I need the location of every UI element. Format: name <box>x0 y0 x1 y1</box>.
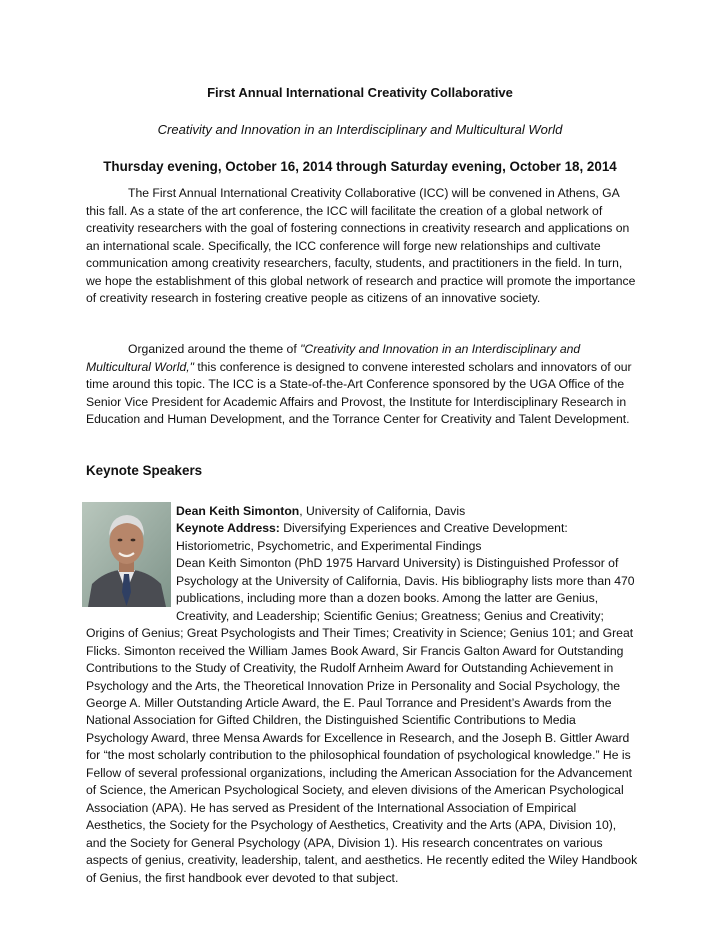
speaker-biography: Dean Keith Simonton (PhD 1975 Harvard University) is Distinguished Professor of Psychology at the University of California, Davis. His bibliography lists more than 470 publications, including more than a dozen books. Among the latter are Genius, Creativity, and Leadership; Scientific Genius; Greatness; Genius and Creativity; Origins of Genius; Great Psychologists and Their Times; Creativity in Science; Genius 101; and Great Flicks. Simonton received the William James Book Award, Sir Francis Galton Award for Outstanding Contributions to the Study of Creativity, the Rudolf Arnheim Award for Outstanding Achievement in Psychology and the Arts, the Theoretical Innovation Prize in Personality and Social Psychology, the George A. Miller Outstanding Article Award, the E. Paul Torrance and President’s Awards from the National Association for Gifted Children, the Distinguished Scientific Contributions to Media Psychology Award, three Mensa Awards for Excellence in Research, and the Joseph B. Gittler Award for “the most scholarly contribution to the philosophical foundation of psychological knowledge.” He is Fellow of several professional organizations, including the American Association for the Advancement of Science, the American Psychological Society, and eleven divisions of the American Psychological Association (APA). He has served as President of the International Association of Empirical Aesthetics, the Society for the Psychology of Aesthetics, Creativity and the Arts (APA, Division 10), and the Society for General Psychology (APA, Division 1). His research concentrates on various aspects of genius, creativity, leadership, talent, and aesthetics. He recently edited the Wiley Handbook of Genius, the first handbook ever devoted to that subject. <box>86 556 638 885</box>
speaker-affiliation: , University of California, Davis <box>299 504 466 518</box>
keynote-speakers-heading: Keynote Speakers <box>86 463 203 478</box>
keynote-address-label: Keynote Address: <box>176 521 280 536</box>
intro-paragraph-2-rest: this conference is designed to convene interested scholars and innovators of our time around this topic. The ICC is a State-of-the-Art Conference sponsored by the UGA Office of the Senior Vice President for Academic Affairs and Provost, the Institute for Interdisciplinary Research in Education and Human Development, and the Torrance Center for Creativity and Talent Development. <box>86 359 632 426</box>
document-title: First Annual International Creativity Collaborative <box>207 85 513 100</box>
photo-spacer <box>86 503 176 625</box>
conference-theme: "Creativity and Innovation in an Interdisciplinary and Multicultural World," <box>86 342 581 374</box>
keynote-address-title: Diversifying Experiences and Creative Development: Historiometric, Psychometric, and Experimental Findings <box>176 521 568 553</box>
speaker-bio-block <box>86 503 638 887</box>
speaker-name: Dean Keith Simonton <box>176 504 300 518</box>
event-dates: Thursday evening, October 16, 2014 through Saturday evening, October 18, 2014 <box>103 159 617 174</box>
intro-paragraph-2 <box>86 341 638 429</box>
intro-paragraph-1: The First Annual International Creativity Collaborative (ICC) will be convened in Athens, GA this fall. As a state of the art conference, the ICC will facilitate the creation of a global network of creativity researchers with the goal of fostering connections in creativity research and applications on an international scale. Specifically, the ICC conference will forge new relationships and cultivate communication among creativity researchers, faculty, students, and practitioners in the field. In turn, we hope the establishment of this global network of research and practice will promote the importance of creativity research in fostering creative people as citizens of an innovative society. <box>86 186 636 305</box>
intro-paragraph-2-lead: Organized around the theme of <box>128 342 301 356</box>
document-subtitle: Creativity and Innovation in an Interdisciplinary and Multicultural World <box>157 122 563 137</box>
